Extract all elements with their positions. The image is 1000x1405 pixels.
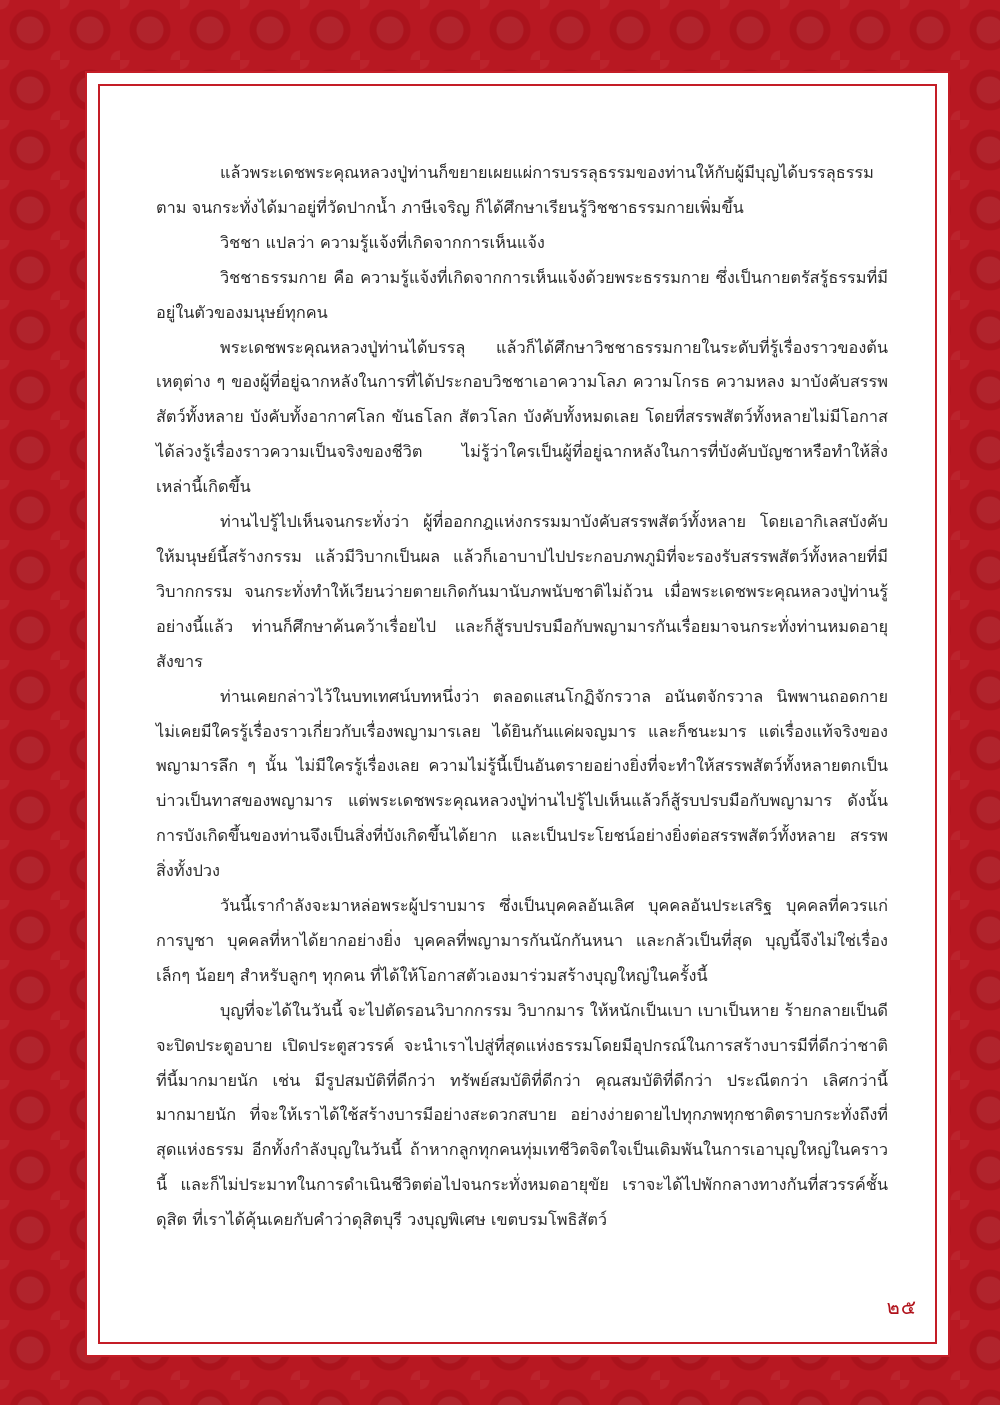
- paragraph: ท่านไปรู้ไปเห็นจนกระทั่งว่า ผู้ที่ออกกฎแห่งกรรมมาบังคับสรรพสัตว์ทั้งหลาย โดยเอากิเลสบังคับให้มนุษย์นี้สร้างกรรม แล้วมีวิบากเป็นผล แล้วก็เอาบาปไปประกอบภพภูมิที่จะรองรับสรรพสัตว์ทั้งหลายที่มีวิบากกรรม จนกระทั่งทำให้เวียนว่ายตายเกิดกันมานับภพนับชาติไม่ถ้วน เมื่อพระเดชพระคุณหลวงปู่ท่านรู้อย่างนี้แล้ว ท่านก็ศึกษาค้นคว้าเรื่อยไป และก็สู้รบปรบมือกับพญามารกันเรื่อยมาจนกระทั่งท่านหมดอายุสังขาร: [156, 512, 888, 671]
- page-frame: [87, 73, 948, 1355]
- paragraph: วิชชา แปลว่า ความรู้แจ้งที่เกิดจากการเห็นแจ้ง: [220, 232, 545, 252]
- paragraph: ท่านเคยกล่าวไว้ในบทเทศน์บทหนึ่งว่า ตลอดแสนโกฏิจักรวาล อนันตจักรวาล นิพพานถอดกาย ไม่เคยมีใครรู้เรื่องราวเกี่ยวกับเรื่องพญามารเลย ได้ยินกันแค่ผจญมาร และก็ชนะมาร แต่เรื่องแท้จริงของพญามารลึก ๆ นั้น ไม่มีใครรู้เรื่องเลย ความไม่รู้นี้เป็นอันตรายอย่างยิ่งที่จะทำให้สรรพสัตว์ทั้งหลายตกเป็นบ่าวเป็นทาสของพญามาร แต่พระเดชพระคุณหลวงปู่ท่านไปรู้ไปเห็นแล้วก็สู้รบปรบมือกับพญามาร ดังนั้นการบังเกิดขึ้นของท่านจึงเป็นสิ่งที่บังเกิดขึ้นได้ยาก และเป็นประโยชน์อย่างยิ่งต่อสรรพสัตว์ทั้งหลาย สรรพสิ่งทั้งปวง: [156, 686, 888, 881]
- paragraph: แล้วพระเดชพระคุณหลวงปู่ท่านก็ขยายเผยแผ่การบรรลุธรรมของท่านให้กับผู้มีบุญได้บรรลุธรรมตาม จนกระทั่งได้มาอยู่ที่วัดปากน้ำ ภาษีเจริญ ก็ได้ศึกษาเรียนรู้วิชชาธรรมกายเพิ่มขึ้น: [156, 163, 874, 217]
- body-text: [156, 156, 888, 1238]
- page-inner-border: [98, 84, 937, 1344]
- paragraph: บุญที่จะได้ในวันนี้ จะไปตัดรอนวิบากกรรม วิบากมาร ให้หนักเป็นเบา เบาเป็นหาย ร้ายกลายเป็นดี จะปิดประตูอบาย เปิดประตูสวรรค์ จะนำเราไปสู่ที่สุดแห่งธรรมโดยมีอุปกรณ์ในการสร้างบารมีที่ดีกว่าชาติที่นี้มากมายนัก เช่น มีรูปสมบัติที่ดีกว่า ทรัพย์สมบัติที่ดีกว่า คุณสมบัติที่ดีกว่า ประณีตกว่า เลิศกว่านี้มากมายนัก ที่จะให้เราได้ใช้สร้างบารมีอย่างสะดวกสบาย อย่างง่ายดายไปทุกภพทุกชาติตราบกระทั่งถึงที่สุดแห่งธรรม อีกทั้งกำลังบุญในวันนี้ ถ้าหากลูกทุกคนทุ่มเทชีวิตจิตใจเป็นเดิมพันในการเอาบุญใหญ่ในคราวนี้ และก็ไม่ประมาทในการดำเนินชีวิตต่อไปจนกระทั่งหมดอายุขัย เราจะได้ไปพักกลางทางกันที่สวรรค์ชั้นดุสิต ที่เราได้คุ้นเคยกับคำว่าดุสิตบุรี วงบุญพิเศษ เขตบรมโพธิสัตว์: [156, 1000, 888, 1230]
- paragraph: วันนี้เรากำลังจะมาหล่อพระผู้ปราบมาร ซึ่งเป็นบุคคลอันเลิศ บุคคลอันประเสริฐ บุคคลที่ควรแก่การบูชา บุคคลที่หาได้ยากอย่างยิ่ง บุคคลที่พญามารกันนักกันหนา และกลัวเป็นที่สุด บุญนี้จึงไม่ใช่เรื่องเล็กๆ น้อยๆ สำหรับลูกๆ ทุกคน ที่ได้ให้โอกาสตัวเองมาร่วมสร้างบุญใหญ่ในครั้งนี้: [156, 896, 888, 985]
- paragraph: พระเดชพระคุณหลวงปู่ท่านได้บรรลุ แล้วก็ได้ศึกษาวิชชาธรรมกายในระดับที่รู้เรื่องราวของต้นเหตุต่าง ๆ ของผู้ที่อยู่ฉากหลังในการที่ได้ประกอบวิชชาเอาความโลภ ความโกรธ ความหลง มาบังคับสรรพสัตว์ทั้งหลาย บังคับทั้งอากาศโลก ขันธโลก สัตวโลก บังคับทั้งหมดเลย โดยที่สรรพสัตว์ทั้งหลายไม่มีโอกาสได้ล่วงรู้เรื่องราวความเป็นจริงของชีวิต ไม่รู้ว่าใครเป็นผู้ที่อยู่ฉากหลังในการที่บังคับบัญชาหรือทำให้สิ่งเหล่านี้เกิดขึ้น: [156, 337, 888, 497]
- page-number: ๒๕: [886, 1295, 917, 1319]
- paragraph: วิชชาธรรมกาย คือ ความรู้แจ้งที่เกิดจากการเห็นแจ้งด้วยพระธรรมกาย ซึ่งเป็นกายตรัสรู้ธรรมที่มีอยู่ในตัวของมนุษย์ทุกคน: [156, 267, 888, 322]
